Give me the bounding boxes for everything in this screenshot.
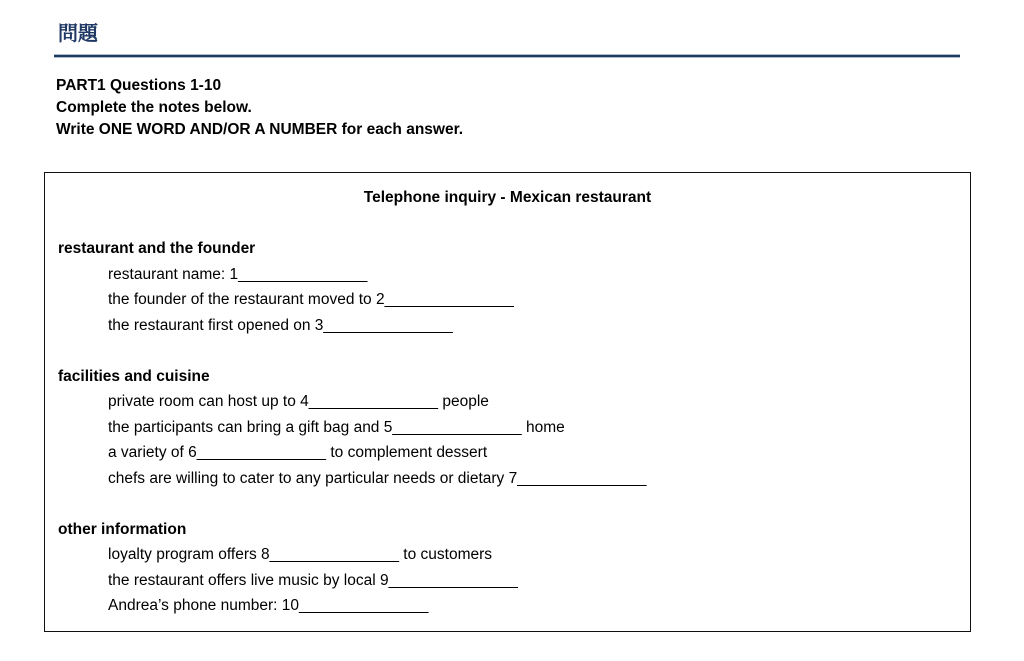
note-line-q3: the restaurant first opened on 3_______________	[108, 316, 453, 334]
instructions-block	[56, 75, 971, 141]
note-line-q9: the restaurant offers live music by local 9_______________	[108, 571, 518, 589]
note-line-q6: a variety of 6_______________ to complement dessert	[108, 444, 488, 461]
section-restaurant-and-founder	[58, 236, 957, 338]
page-title: 問題	[58, 23, 98, 45]
notes-title: Telephone inquiry - Mexican restaurant	[363, 189, 652, 206]
section-other-information	[58, 517, 957, 619]
note-line-q7: chefs are willing to cater to any particular needs or dietary 7_______________	[108, 469, 647, 487]
instruction-line-limit: Write ONE WORD AND/OR A NUMBER for each answer.	[56, 121, 464, 138]
header-divider	[54, 54, 960, 58]
page	[44, 0, 971, 632]
notes-box	[44, 172, 971, 632]
blank-line	[58, 338, 957, 364]
note-line-q8: loyalty program offers 8_______________ to customers	[108, 546, 493, 563]
section-heading: other information	[58, 520, 187, 538]
section-heading: restaurant and the founder	[58, 240, 256, 257]
note-line-q10: Andrea’s phone number: 10_______________	[108, 597, 429, 614]
page-header	[58, 21, 971, 47]
blank-line	[58, 491, 957, 517]
instruction-line-task: Complete the notes below.	[56, 99, 252, 116]
note-line-q2: the founder of the restaurant moved to 2_______________	[108, 291, 514, 308]
note-line-q1: restaurant name: 1_______________	[108, 265, 368, 283]
note-line-q5: the participants can bring a gift bag and 5_______________ home	[108, 418, 565, 436]
blank-line	[58, 211, 957, 237]
note-line-q4: private room can host up to 4_______________ people	[108, 393, 489, 410]
section-facilities-and-cuisine	[58, 364, 957, 492]
instruction-line-part: PART1 Questions 1-10	[56, 77, 222, 94]
section-heading: facilities and cuisine	[58, 367, 210, 385]
